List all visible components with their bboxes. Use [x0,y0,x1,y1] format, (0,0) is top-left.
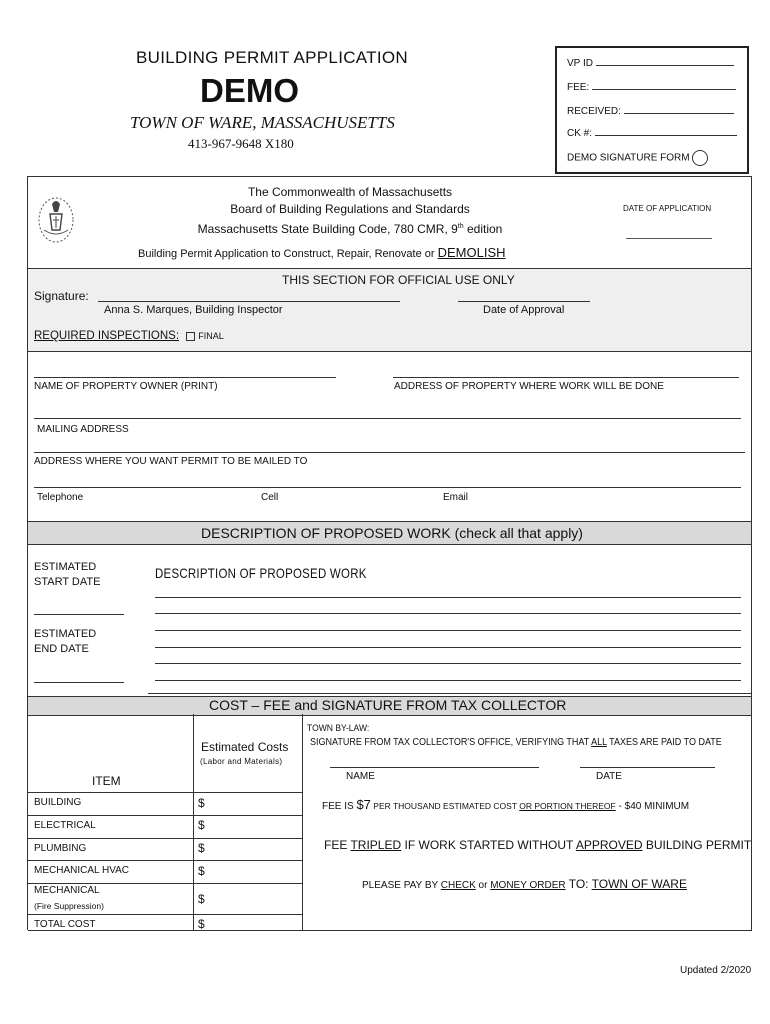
item-fire-suppression: (Fire Suppression) [34,901,104,911]
vp-id-field[interactable] [567,58,734,69]
property-address-label: ADDRESS OF PROPERTY WHERE WORK WILL BE DONE [394,381,664,392]
tax-signature-note: SIGNATURE FROM TAX COLLECTOR'S OFFICE, VERIFYING THAT ALL TAXES ARE PAID TO DATE [310,737,722,748]
demo-signature-radio[interactable] [692,150,708,166]
demo-label: DEMO [200,72,299,109]
estimated-start-label: ESTIMATED START DATE [34,561,101,588]
payment-note: PLEASE PAY BY CHECK or MONEY ORDER TO: TOWN OF WARE [362,877,687,891]
mechanical-cost-input[interactable]: $ [198,892,205,906]
end-date-field[interactable] [34,682,124,683]
vp-id-label: VP ID [567,58,593,69]
electrical-cost-input[interactable]: $ [198,818,205,832]
start-date-field[interactable] [34,614,124,615]
building-cost-input[interactable]: $ [198,796,205,810]
tax-collector-date-field[interactable] [580,767,715,768]
permit-mail-address-field[interactable] [34,452,745,453]
cell-label: Cell [261,492,279,503]
approval-date-field[interactable] [458,301,590,302]
ck-field[interactable] [567,128,737,139]
owner-name-field[interactable] [34,377,336,378]
date-label: DATE [596,771,622,782]
estimated-end-label: ESTIMATED END DATE [34,628,97,655]
work-section-heading: DESCRIPTION OF PROPOSED WORK (check all that apply) [201,525,583,541]
massachusetts-seal-icon [34,190,78,248]
item-mechanical-hvac: MECHANICAL HVAC [34,865,130,876]
mailing-address-label: MAILING ADDRESS [37,424,129,435]
telephone-label: Telephone [37,492,84,503]
inspector-name: Anna S. Marques, Building Inspector [104,304,283,316]
required-inspections-label: REQUIRED INSPECTIONS: [34,330,180,342]
updated-date: Updated 2/2020 [680,965,752,976]
fee-label: FEE: [567,82,590,93]
estimated-costs-header: Estimated Costs [201,740,289,754]
received-label: RECEIVED: [567,106,621,117]
labor-materials-label: (Labor and Materials) [200,757,283,766]
form-title: BUILDING PERMIT APPLICATION [136,48,408,67]
email-label: Email [443,492,469,503]
item-plumbing: PLUMBING [34,843,87,854]
fee-field[interactable] [567,82,736,93]
item-building: BUILDING [34,797,82,808]
fee-rate-note: FEE IS $7 PER THOUSAND ESTIMATED COST OR PORTION THEREOF - $40 MINIMUM [322,797,690,812]
demo-signature-form [567,150,708,166]
description-title: DESCRIPTION OF PROPOSED WORK [155,565,367,581]
tax-collector-name-field[interactable] [330,767,539,768]
date-of-approval-label: Date of Approval [483,304,565,316]
office-box [555,46,749,174]
final-checkbox[interactable] [186,332,195,341]
date-of-application-field[interactable] [626,238,712,239]
commonwealth-line3: Massachusetts State Building Code, 780 CMR, 9th edition [197,222,503,236]
final-label: FINAL [198,331,224,341]
commonwealth-line2: Board of Building Regulations and Standards [230,202,470,216]
commonwealth-line1: The Commonwealth of Massachusetts [247,185,453,199]
commonwealth-block [150,184,550,238]
item-electrical: ELECTRICAL [34,820,96,831]
demo-signature-label: DEMO SIGNATURE FORM [567,152,690,164]
phone-number: 413-967-9648 X180 [188,136,294,151]
signature-label: Signature: [34,289,89,303]
hvac-cost-input[interactable]: $ [198,864,205,878]
received-field[interactable] [567,106,734,117]
permit-mail-address-label: ADDRESS WHERE YOU WANT PERMIT TO BE MAILED TO [34,456,308,467]
fee-tripled-note: FEE TRIPLED IF WORK STARTED WITHOUT APPROVED BUILDING PERMIT [324,838,752,852]
cost-section-heading: COST – FEE and SIGNATURE FROM TAX COLLECTOR [209,697,567,713]
date-of-application-label: DATE OF APPLICATION [623,204,712,213]
town-name: TOWN OF WARE, MASSACHUSETTS [130,113,395,132]
name-label: NAME [346,771,375,782]
contact-line[interactable] [34,487,741,488]
owner-name-label: NAME OF PROPERTY OWNER (PRINT) [34,381,218,392]
required-inspections [34,330,224,342]
item-header: ITEM [92,774,121,788]
inspector-signature-field[interactable] [98,301,400,302]
plumbing-cost-input[interactable]: $ [198,841,205,855]
mailing-address-field[interactable] [34,418,741,419]
item-mechanical: MECHANICAL [34,885,100,896]
town-bylaw-label: TOWN BY-LAW: [307,723,370,734]
total-cost-input[interactable]: $ [198,917,205,931]
ck-label: CK #: [567,128,593,139]
permit-purpose: Building Permit Application to Construct, Repair, Renovate or DEMOLISH [138,245,506,260]
property-address-field[interactable] [393,377,739,378]
official-use-heading: THIS SECTION FOR OFFICIAL USE ONLY [282,273,515,287]
item-total-cost: TOTAL COST [34,919,96,930]
